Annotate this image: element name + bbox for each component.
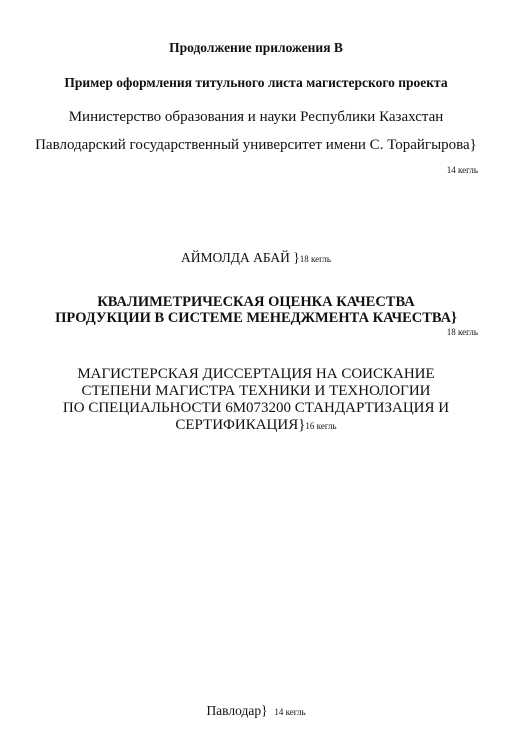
dissertation-text-1: МАГИСТЕРСКАЯ ДИССЕРТАЦИЯ НА СОИСКАНИЕ (77, 366, 435, 382)
example-title-heading (0, 75, 512, 91)
dissertation-size-note: 16 кегль (305, 421, 337, 431)
city-line (0, 703, 512, 719)
dissertation-text-3: ПО СПЕЦИАЛЬНОСТИ 6М073200 СТАНДАРТИЗАЦИЯ И (62, 400, 450, 416)
university-text: Павлодарский государственный университет имени С. Торайгырова} (35, 137, 477, 153)
dissertation-line-1 (0, 366, 512, 383)
author-size-note: 18 кегль (299, 254, 331, 264)
topic-text-1: КВАЛИМЕТРИЧЕСКАЯ ОЦЕНКА КАЧЕСТВА (97, 294, 415, 310)
ministry-text: Министерство образования и науки Республики Казахстан (68, 109, 444, 125)
ministry-line (0, 109, 512, 126)
appendix-continuation-text: Продолжение приложения В (169, 40, 343, 55)
topic-text-2: ПРОДУКЦИИ В СИСТЕМЕ МЕНЕДЖМЕНТА КАЧЕСТВА} (55, 310, 457, 326)
topic-line-1 (0, 294, 512, 311)
city-text: Павлодар} (206, 703, 268, 718)
dissertation-line-3 (0, 400, 512, 417)
author-name: АЙМОЛДА АБАЙ } (181, 250, 300, 265)
appendix-continuation-heading (0, 40, 512, 56)
topic-line-2 (0, 310, 512, 327)
city-size-note: 14 кегль (274, 707, 306, 717)
example-title-text: Пример оформления титульного листа магистерского проекта (64, 75, 448, 90)
author-line (0, 250, 512, 266)
dissertation-text-4: СЕРТИФИКАЦИЯ} (175, 417, 306, 433)
dissertation-text-2: СТЕПЕНИ МАГИСТРА ТЕХНИКИ И ТЕХНОЛОГИИ (81, 383, 431, 399)
institution-size-note: 14 кегль (446, 165, 478, 175)
dissertation-line-2 (0, 383, 512, 400)
university-line (0, 137, 512, 154)
dissertation-line-4 (0, 417, 512, 434)
topic-size-note: 18 кегль (446, 327, 478, 337)
